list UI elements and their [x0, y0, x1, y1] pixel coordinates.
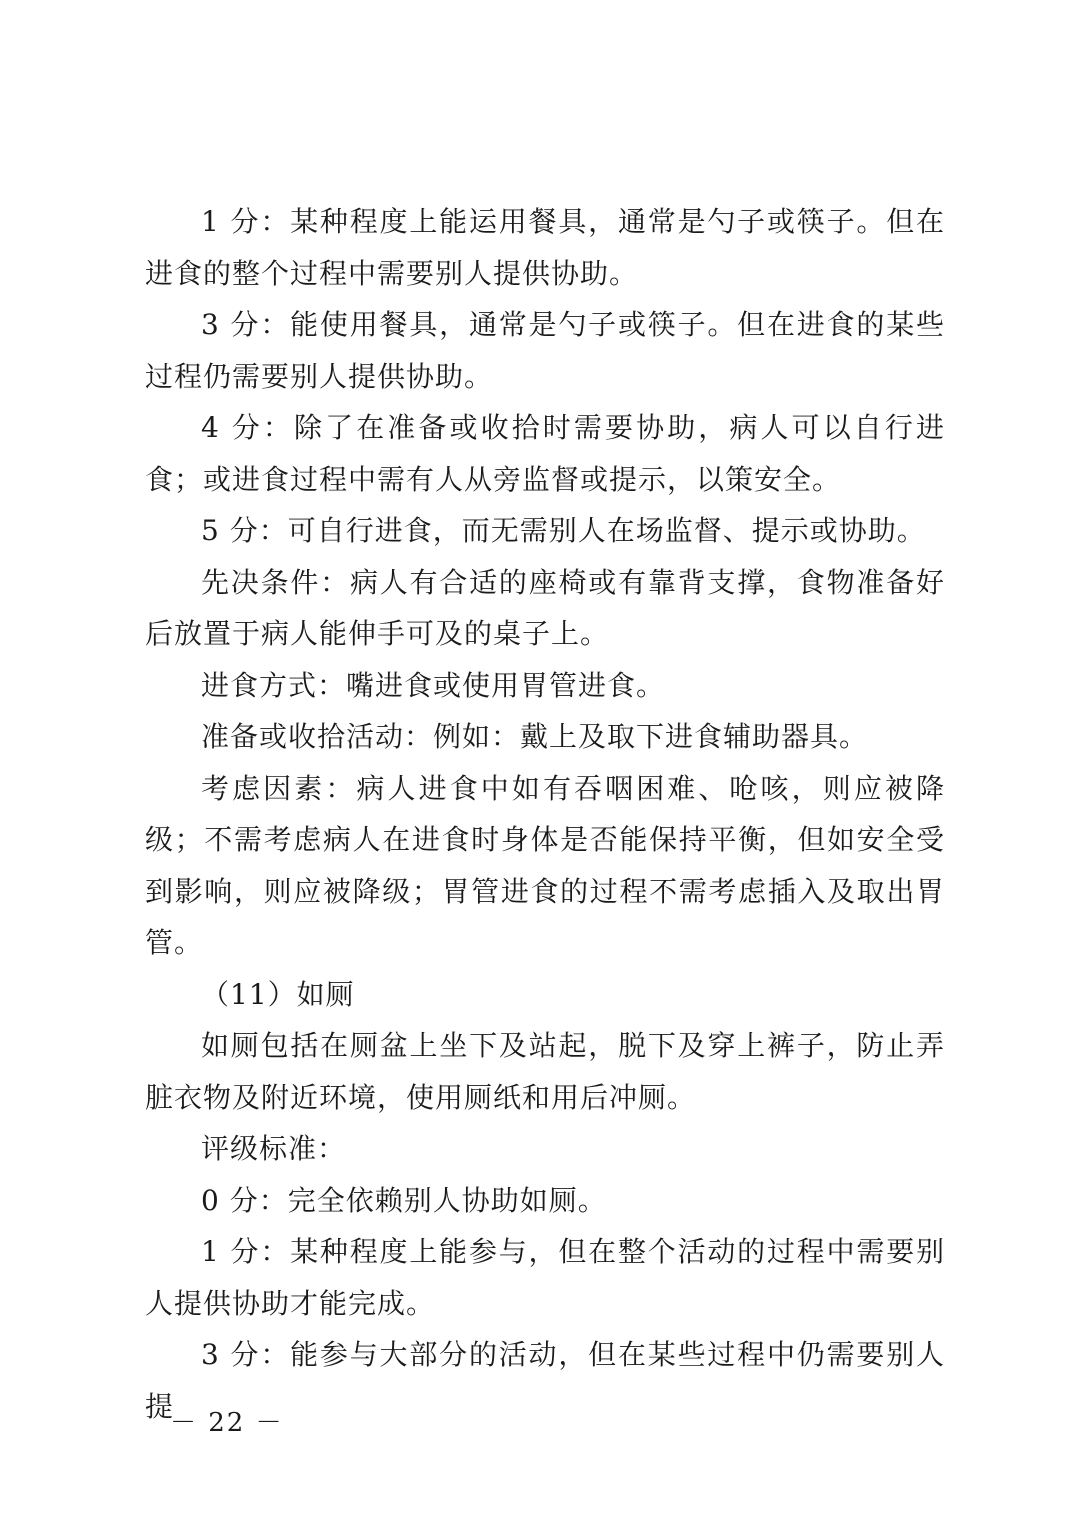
page-number: － 22 －: [170, 1408, 284, 1438]
paragraph-prerequisite: 先决条件：病人有合适的座椅或有靠背支撑，食物准备好后放置于病人能伸手可及的桌子上。: [145, 565, 945, 650]
paragraph-toileting-score-0: 0 分：完全依赖别人协助如厕。: [201, 1183, 607, 1217]
paragraph-feeding-score-3: 3 分：能使用餐具，通常是勺子或筷子。但在进食的某些过程仍需要别人提供协助。: [145, 308, 945, 393]
paragraph-prep-activity: 准备或收拾活动：例如：戴上及取下进食辅助器具。: [201, 720, 869, 753]
body-text: [145, 196, 945, 1432]
paragraph-considerations: 考虑因素：病人进食中如有吞咽困难、呛咳，则应被降级；不需考虑病人在进食时身体是否能保持平衡，但如安全受到影响，则应被降级；胃管进食的过程不需考虑插入及取出胃管。: [145, 771, 945, 959]
paragraph-toileting-definition: 如厕包括在厕盆上坐下及站起，脱下及穿上裤子，防止弄脏衣物及附近环境，使用厕纸和用后冲厕。: [145, 1029, 945, 1114]
paragraph-toileting-score-1: 1 分：某种程度上能参与，但在整个活动的过程中需要别人提供协助才能完成。: [145, 1235, 945, 1320]
paragraph-feeding-score-4: 4 分：除了在准备或收拾时需要协助，病人可以自行进食；或进食过程中需有人从旁监督或提示，以策安全。: [145, 411, 945, 496]
paragraph-feeding-score-5: 5 分：可自行进食，而无需别人在场监督、提示或协助。: [201, 514, 926, 547]
paragraph-feeding-method: 进食方式：嘴进食或使用胃管进食。: [201, 668, 666, 702]
paragraph-rating-criteria: 评级标准：: [201, 1132, 347, 1165]
paragraph-toileting-score-3: 3 分：能参与大部分的活动，但在某些过程中仍需要别人提: [145, 1338, 945, 1423]
section-heading-toileting: （11）如厕: [201, 977, 355, 1011]
paragraph-feeding-score-1: 1 分：某种程度上能运用餐具，通常是勺子或筷子。但在进食的整个过程中需要别人提供协助。: [145, 205, 945, 290]
